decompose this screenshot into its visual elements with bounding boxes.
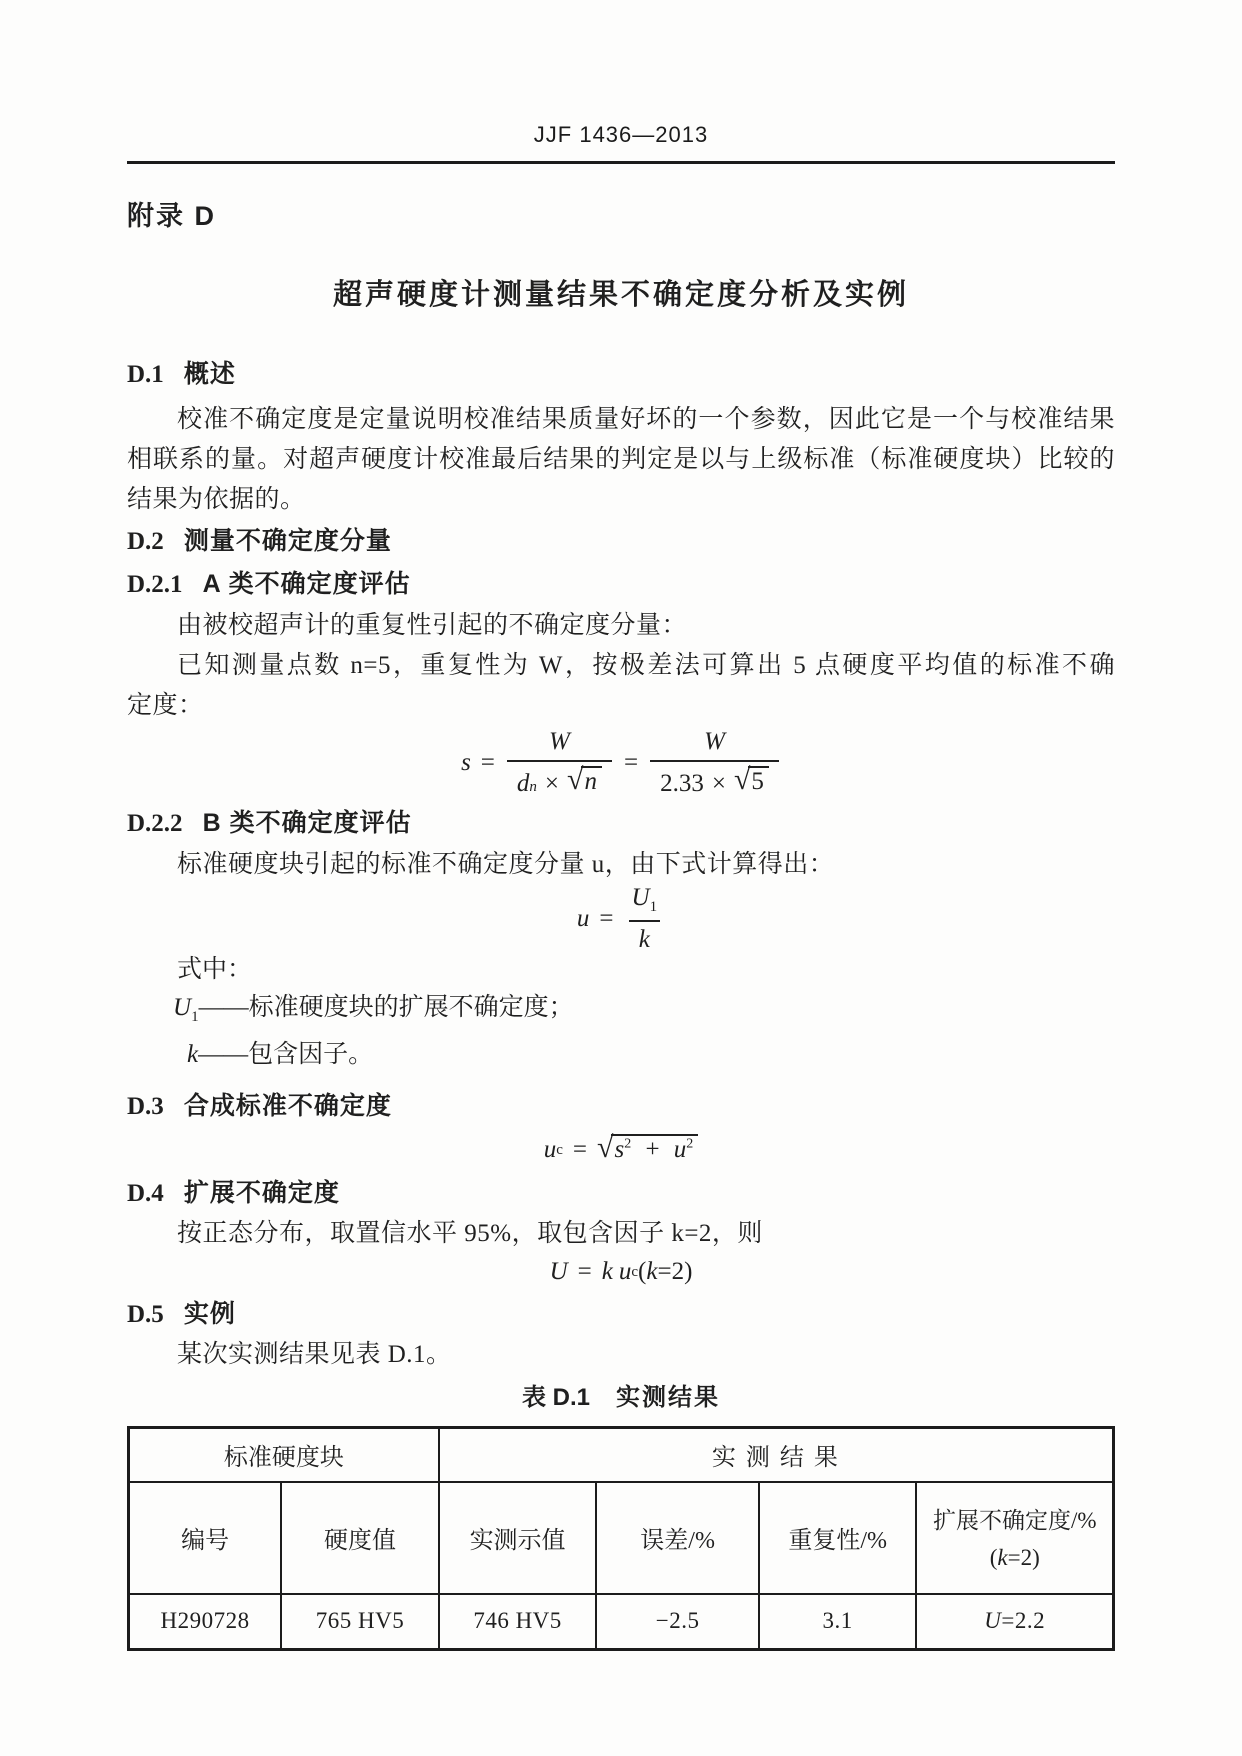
section-number: D.2.1 — [127, 571, 183, 598]
section-label: 合成标准不确定度 — [183, 1092, 392, 1120]
definition-text: ——包含因子。 — [198, 1041, 374, 1068]
table-caption-title: 实测结果 — [616, 1384, 720, 1411]
section-heading-d2 — [127, 520, 1115, 563]
math-var-s: s — [614, 1136, 625, 1163]
fraction — [507, 728, 612, 798]
math-var-k: k — [187, 1041, 199, 1068]
definition-text: ——标准硬度块的扩展不确定度； — [198, 994, 574, 1021]
paragraph-line: 已知测量点数 n=5，重复性为 W，按极差法可算出 5 点硬度平均值的标准不确 — [177, 652, 1115, 679]
column-header-measured-indication: 实测示值 — [439, 1482, 597, 1594]
page-header-standard-code: JJF 1436—2013 — [533, 122, 709, 147]
formula-type-b — [127, 884, 1115, 953]
math-var-U: U — [549, 1258, 568, 1285]
paren-open: ( — [989, 1544, 998, 1570]
fraction-numerator: W — [549, 728, 570, 755]
radical-sign: √ — [733, 763, 751, 796]
math-var-U: U — [631, 884, 650, 911]
section-number: D.3 — [127, 1093, 164, 1120]
square-root — [733, 763, 769, 798]
math-var-k: k — [646, 1258, 658, 1285]
document-title: 超声硬度计测量结果不确定度分析及实例 — [332, 279, 909, 311]
section-heading-d22 — [127, 802, 1115, 845]
math-multiply: × — [711, 770, 726, 797]
math-subscript-n: n — [529, 779, 537, 795]
appendix-heading: 附录 D — [127, 201, 216, 231]
math-superscript-2: 2 — [624, 1136, 632, 1152]
table-data-row — [129, 1594, 1114, 1650]
formula-standard-uncertainty-s — [127, 726, 1115, 800]
fraction-denominator — [507, 760, 612, 798]
square-root — [567, 763, 602, 798]
section-number: D.1 — [127, 361, 164, 388]
header-divider-rule — [127, 161, 1115, 164]
math-subscript-c: c — [556, 1141, 563, 1158]
fraction-denominator — [650, 760, 779, 798]
math-equals: = — [480, 749, 495, 776]
math-equals: = — [599, 905, 614, 932]
math-number: 2.33 — [660, 770, 704, 797]
radical-sign: √ — [567, 763, 584, 796]
math-superscript-2: 2 — [686, 1136, 694, 1152]
paragraph-line: 由被校超声计的重复性引起的不确定度分量： — [177, 612, 688, 639]
table-column-header-row — [129, 1482, 1114, 1594]
math-var-k: k — [601, 1258, 613, 1285]
section-label: A 类不确定度评估 — [202, 570, 411, 598]
paragraph-line: 标准硬度块引起的标准不确定度分量 u，由下式计算得出： — [177, 851, 835, 878]
math-equals: = — [623, 749, 639, 776]
section-number: D.2 — [127, 528, 164, 555]
formula-combined-uncertainty — [127, 1130, 1115, 1170]
column-header-error-percent: 误差/% — [596, 1482, 759, 1594]
math-var-u: u — [618, 1258, 632, 1285]
cell-expanded-uncertainty: U=2.2 — [916, 1594, 1113, 1650]
table-caption-label: 表 D.1 — [521, 1384, 590, 1411]
fraction — [650, 728, 779, 798]
cell-serial-no: H290728 — [129, 1594, 282, 1650]
paragraph-line: 定度： — [127, 692, 204, 719]
table-group-header-row — [129, 1428, 1114, 1482]
math-var-u: u — [576, 905, 590, 932]
math-plus: + — [645, 1136, 660, 1163]
section-heading-d5 — [127, 1293, 1115, 1336]
table-caption — [127, 1380, 1115, 1416]
cell-measured-indication: 746 HV5 — [439, 1594, 597, 1650]
column-header-serial-no: 编号 — [129, 1482, 282, 1594]
math-var-u: u — [543, 1136, 557, 1163]
results-table — [127, 1426, 1115, 1651]
paragraph-line: 结果为依据的。 — [127, 486, 306, 513]
radicand: 5 — [748, 766, 769, 798]
cell-repeatability-percent: 3.1 — [759, 1594, 917, 1650]
column-header-line2 — [917, 1541, 1112, 1575]
math-subscript-1: 1 — [649, 899, 658, 915]
square-root — [596, 1131, 698, 1166]
cell-error-percent: −2.5 — [596, 1594, 759, 1650]
fraction-numerator: W — [704, 728, 725, 755]
section-number: D.4 — [127, 1180, 164, 1207]
math-var-U: U — [173, 994, 192, 1021]
section-label: 实例 — [183, 1300, 236, 1328]
column-header-hardness-value: 硬度值 — [281, 1482, 439, 1594]
fraction — [626, 884, 664, 954]
column-header-expanded-uncertainty — [916, 1482, 1113, 1594]
section-heading-d21 — [127, 563, 1115, 606]
math-var-k: k — [997, 1544, 1008, 1570]
where-label: 式中： — [177, 956, 253, 983]
radicand: n — [581, 766, 602, 798]
section-label: B 类不确定度评估 — [202, 809, 412, 837]
fraction-numerator — [626, 884, 664, 920]
radical-sign: √ — [596, 1131, 614, 1164]
math-subscript-1: 1 — [191, 1009, 199, 1025]
paren-rest: =2) — [657, 1258, 693, 1285]
math-multiply: × — [544, 770, 560, 797]
section-label: 测量不确定度分量 — [183, 527, 392, 555]
group-header-standard-block: 标准硬度块 — [129, 1428, 439, 1482]
section-heading-d4 — [127, 1172, 1115, 1215]
math-var-s: s — [461, 749, 471, 776]
cell-hardness-value: 765 HV5 — [281, 1594, 439, 1650]
paragraph-line: 按正态分布，取置信水平 95%，取包含因子 k=2，则 — [177, 1220, 763, 1247]
section-label: 概述 — [183, 360, 236, 388]
math-var-u: u — [673, 1136, 687, 1163]
radicand — [611, 1134, 698, 1166]
paragraph-line: 校准不确定度是定量说明校准结果质量好坏的一个参数，因此它是一个与校准结果 — [177, 406, 1115, 433]
column-header-repeatability-percent: 重复性/% — [759, 1482, 917, 1594]
section-heading-d3 — [127, 1085, 1115, 1128]
math-subscript-c: c — [631, 1263, 639, 1280]
section-number: D.5 — [127, 1301, 164, 1328]
paren-rest: =2) — [1007, 1544, 1040, 1570]
paragraph-line: 相联系的量。对超声硬度计校准最后结果的判定是以与上级标准（标准硬度块）比较的 — [127, 446, 1115, 473]
definition-u1 — [127, 989, 1115, 1036]
section-heading-d1 — [127, 353, 1115, 396]
definition-k — [127, 1036, 1115, 1083]
formula-expanded-uncertainty — [127, 1253, 1115, 1291]
group-header-measured-results: 实 测 结 果 — [439, 1428, 1114, 1482]
math-equals: = — [572, 1136, 587, 1163]
paren-open: ( — [638, 1258, 647, 1285]
paragraph-line: 某次实测结果见表 D.1。 — [177, 1341, 452, 1368]
section-number: D.2.2 — [127, 810, 183, 837]
section-label: 扩展不确定度 — [183, 1179, 340, 1207]
math-var-d: d — [516, 770, 530, 797]
fraction-denominator: k — [629, 920, 660, 954]
math-equals: = — [577, 1258, 592, 1285]
column-header-line1: 扩展不确定度/% — [932, 1507, 1097, 1533]
